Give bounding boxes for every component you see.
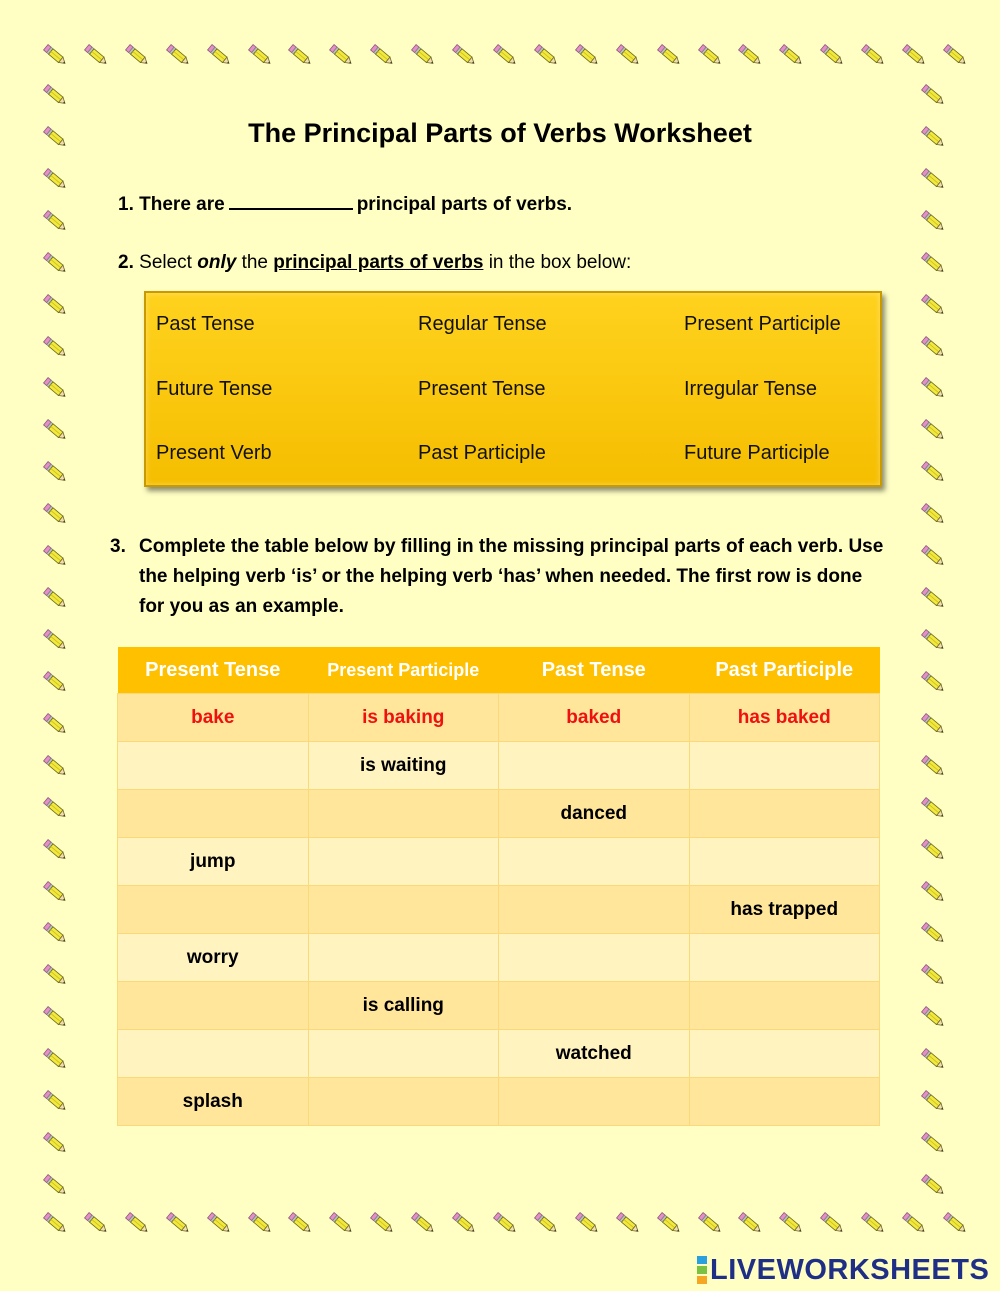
pencil-icon — [918, 206, 948, 236]
verb-table — [117, 647, 880, 1126]
pencil-icon — [122, 40, 152, 70]
pencil-icon — [918, 709, 948, 739]
choice-option[interactable]: Past Tense — [156, 313, 255, 335]
pencil-icon — [940, 1208, 970, 1238]
table-row — [118, 982, 880, 1030]
pencil-icon — [449, 40, 479, 70]
table-cell: is calling — [308, 982, 499, 1030]
pencil-icon — [40, 541, 70, 571]
pencil-icon — [40, 332, 70, 362]
pencil-icon — [918, 625, 948, 655]
pencil-icon — [918, 415, 948, 445]
column-header: Past Tense — [499, 647, 690, 694]
pencil-icon — [918, 373, 948, 403]
pencil-icon — [918, 80, 948, 110]
pencil-icon — [940, 40, 970, 70]
table-row — [118, 742, 880, 790]
pencil-icon — [918, 918, 948, 948]
answer-cell[interactable] — [689, 790, 880, 838]
pencil-icon — [918, 499, 948, 529]
pencil-icon — [81, 40, 111, 70]
pencil-icon — [858, 40, 888, 70]
pencil-icon — [613, 1208, 643, 1238]
answer-cell[interactable] — [689, 1030, 880, 1078]
question-text: Complete the table below by filling in the missing principal parts of each verb. Use the helping verb ‘is’ or the helping verb ‘has’ when needed. The first row is done for you as an example. — [139, 536, 884, 617]
answer-cell[interactable] — [499, 934, 690, 982]
pencil-icon — [918, 1086, 948, 1116]
pencil-icon — [40, 40, 70, 70]
pencil-icon — [918, 667, 948, 697]
answer-cell[interactable] — [308, 934, 499, 982]
pencil-icon — [40, 206, 70, 236]
pencil-icon — [326, 40, 356, 70]
pencil-icon — [449, 1208, 479, 1238]
answer-cell[interactable] — [689, 1078, 880, 1126]
pencil-icon — [490, 1208, 520, 1238]
example-row — [118, 694, 880, 742]
answer-cell[interactable] — [499, 1078, 690, 1126]
table-cell: bake — [118, 694, 309, 742]
question-text: the — [241, 252, 268, 273]
table-cell: danced — [499, 790, 690, 838]
pencil-icon — [367, 1208, 397, 1238]
answer-cell[interactable] — [308, 1078, 499, 1126]
answer-cell[interactable] — [499, 742, 690, 790]
pencil-icon — [918, 164, 948, 194]
table-row — [118, 1078, 880, 1126]
choice-option[interactable]: Future Participle — [684, 442, 830, 464]
choice-option[interactable]: Past Participle — [418, 442, 546, 464]
pencil-icon — [531, 1208, 561, 1238]
pencil-icon — [918, 751, 948, 781]
table-cell: is waiting — [308, 742, 499, 790]
pencil-icon — [613, 40, 643, 70]
pencil-border-right — [918, 80, 948, 1200]
pencil-icon — [735, 40, 765, 70]
pencil-icon — [40, 709, 70, 739]
pencil-icon — [40, 1170, 70, 1200]
pencil-icon — [285, 1208, 315, 1238]
pencil-icon — [40, 667, 70, 697]
emphasis-only: only — [197, 252, 237, 273]
pencil-icon — [918, 541, 948, 571]
table-row — [118, 934, 880, 982]
pencil-icon — [918, 877, 948, 907]
pencil-icon — [40, 793, 70, 823]
pencil-icon — [40, 877, 70, 907]
pencil-icon — [40, 373, 70, 403]
worksheet-title: The Principal Parts of Verbs Worksheet — [248, 118, 752, 148]
table-cell: jump — [118, 838, 309, 886]
pencil-icon — [858, 1208, 888, 1238]
pencil-icon — [695, 40, 725, 70]
pencil-icon — [408, 1208, 438, 1238]
answer-cell[interactable] — [308, 886, 499, 934]
answer-cell[interactable] — [689, 742, 880, 790]
table-cell: baked — [499, 694, 690, 742]
pencil-icon — [81, 1208, 111, 1238]
pencil-icon — [654, 40, 684, 70]
pencil-icon — [776, 1208, 806, 1238]
question-1 — [118, 190, 572, 216]
pencil-icon — [695, 1208, 725, 1238]
pencil-icon — [122, 1208, 152, 1238]
answer-cell[interactable] — [689, 982, 880, 1030]
answer-cell[interactable] — [118, 982, 309, 1030]
answer-cell[interactable] — [308, 1030, 499, 1078]
pencil-icon — [40, 248, 70, 278]
answer-cell[interactable] — [499, 982, 690, 1030]
pencil-icon — [245, 40, 275, 70]
pencil-icon — [918, 457, 948, 487]
pencil-icon — [163, 1208, 193, 1238]
underlined-phrase: principal parts of verbs — [273, 252, 484, 273]
pencil-icon — [735, 1208, 765, 1238]
table-row — [118, 838, 880, 886]
choice-option[interactable]: Present Tense — [418, 378, 546, 400]
answer-cell[interactable] — [118, 1030, 309, 1078]
pencil-icon — [918, 290, 948, 320]
pencil-icon — [285, 40, 315, 70]
choice-option[interactable]: Regular Tense — [418, 313, 547, 335]
pencil-icon — [40, 751, 70, 781]
answer-cell[interactable] — [118, 790, 309, 838]
answer-cell[interactable] — [689, 934, 880, 982]
pencil-icon — [572, 1208, 602, 1238]
pencil-icon — [204, 40, 234, 70]
liveworksheets-logo — [697, 1253, 989, 1287]
pencil-icon — [899, 1208, 929, 1238]
pencil-icon — [918, 1044, 948, 1074]
table-header-row — [118, 647, 880, 694]
table-cell: splash — [118, 1078, 309, 1126]
question-3 — [110, 532, 884, 622]
logo-text: LIVEWORKSHEETS — [710, 1253, 990, 1286]
answer-cell[interactable] — [499, 886, 690, 934]
pencil-icon — [817, 1208, 847, 1238]
pencil-icon — [40, 1002, 70, 1032]
pencil-icon — [918, 583, 948, 613]
pencil-icon — [40, 1086, 70, 1116]
pencil-icon — [40, 457, 70, 487]
answer-cell[interactable] — [499, 838, 690, 886]
pencil-icon — [40, 80, 70, 110]
pencil-icon — [654, 1208, 684, 1238]
question-text: Select — [139, 252, 192, 273]
pencil-icon — [918, 332, 948, 362]
pencil-icon — [776, 40, 806, 70]
pencil-icon — [918, 835, 948, 865]
answer-cell[interactable] — [308, 838, 499, 886]
table-cell: has baked — [689, 694, 880, 742]
pencil-icon — [531, 40, 561, 70]
pencil-icon — [918, 1170, 948, 1200]
pencil-icon — [40, 960, 70, 990]
pencil-icon — [817, 40, 847, 70]
pencil-icon — [326, 1208, 356, 1238]
pencil-icon — [918, 1128, 948, 1158]
answer-cell[interactable] — [118, 886, 309, 934]
pencil-icon — [163, 40, 193, 70]
pencil-border-top — [40, 40, 970, 70]
pencil-icon — [40, 415, 70, 445]
pencil-icon — [40, 835, 70, 865]
pencil-icon — [490, 40, 520, 70]
pencil-icon — [40, 164, 70, 194]
choice-option[interactable]: Future Tense — [156, 378, 273, 400]
column-header: Present Participle — [308, 647, 499, 694]
choice-option[interactable]: Present Verb — [156, 442, 272, 464]
column-header: Past Participle — [689, 647, 880, 694]
pencil-icon — [918, 793, 948, 823]
table-row — [118, 1030, 880, 1078]
pencil-icon — [408, 40, 438, 70]
pencil-icon — [204, 1208, 234, 1238]
choice-box — [144, 291, 882, 487]
choice-option[interactable]: Irregular Tense — [684, 378, 818, 400]
logo-mark-icon — [697, 1255, 707, 1285]
table-row — [118, 886, 880, 934]
question-text: in the box below: — [488, 252, 632, 273]
pencil-border-left — [40, 80, 70, 1200]
question-number: 1. — [118, 194, 134, 215]
choice-option[interactable]: Present Participle — [684, 313, 841, 335]
column-header: Present Tense — [118, 647, 309, 694]
pencil-icon — [40, 918, 70, 948]
pencil-border-bottom — [40, 1208, 970, 1238]
pencil-icon — [572, 40, 602, 70]
question-text: principal parts of verbs. — [356, 194, 573, 215]
pencil-icon — [40, 1208, 70, 1238]
pencil-icon — [245, 1208, 275, 1238]
pencil-icon — [40, 583, 70, 613]
question-number: 3. — [110, 536, 126, 557]
table-cell: watched — [499, 1030, 690, 1078]
table-row — [118, 790, 880, 838]
table-cell: is baking — [308, 694, 499, 742]
pencil-icon — [918, 248, 948, 278]
answer-cell[interactable] — [308, 790, 499, 838]
pencil-icon — [40, 1044, 70, 1074]
table-cell: has trapped — [689, 886, 880, 934]
pencil-icon — [40, 625, 70, 655]
pencil-icon — [918, 960, 948, 990]
pencil-icon — [40, 1128, 70, 1158]
pencil-icon — [40, 499, 70, 529]
answer-cell[interactable] — [118, 742, 309, 790]
question-text: There are — [139, 194, 225, 215]
question-number: 2. — [118, 252, 134, 273]
question-2 — [118, 252, 631, 274]
pencil-icon — [918, 1002, 948, 1032]
answer-blank[interactable] — [229, 190, 353, 210]
pencil-icon — [367, 40, 397, 70]
pencil-icon — [40, 290, 70, 320]
pencil-icon — [899, 40, 929, 70]
answer-cell[interactable] — [689, 838, 880, 886]
table-cell: worry — [118, 934, 309, 982]
